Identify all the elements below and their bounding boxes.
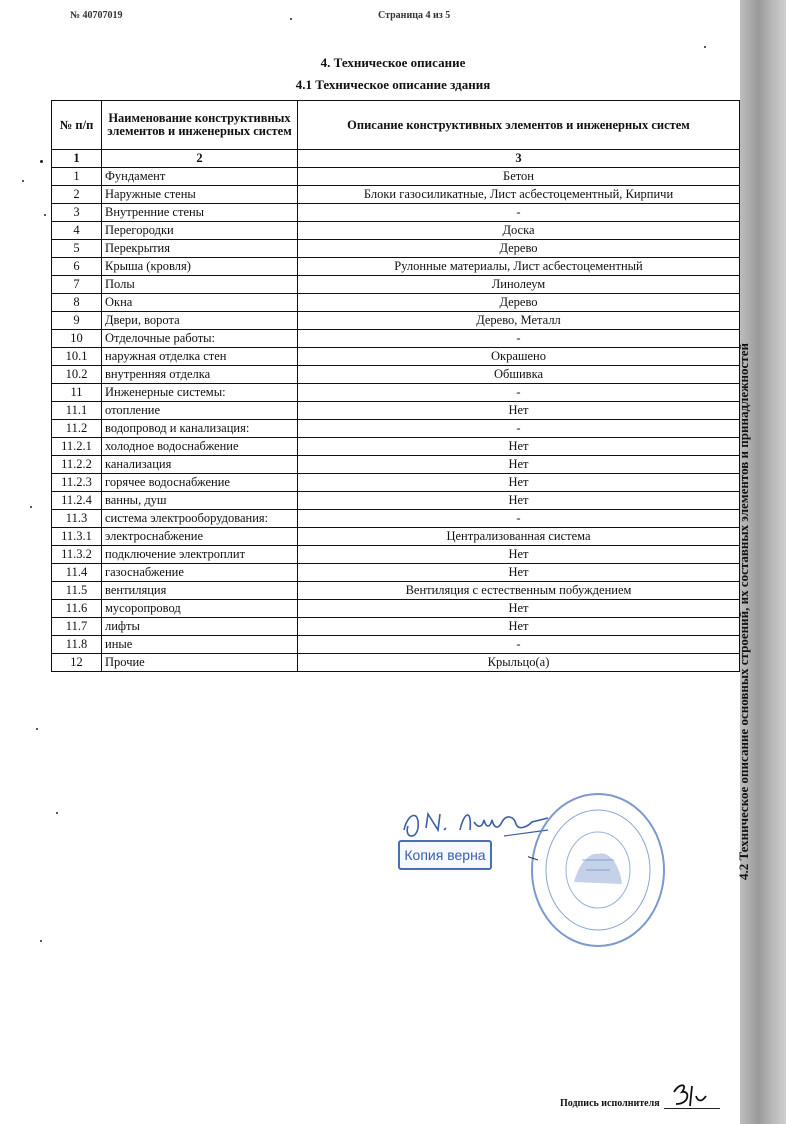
row-description: Окрашено	[298, 348, 740, 366]
row-description: -	[298, 420, 740, 438]
row-element-name: Отделочные работы:	[102, 330, 298, 348]
column-number: 3	[298, 150, 740, 168]
header-description: Описание конструктивных элементов и инженерных систем	[298, 101, 740, 150]
executor-signature	[668, 1078, 718, 1112]
row-description: -	[298, 330, 740, 348]
subsection-title: 4.1 Техническое описание здания	[295, 77, 491, 92]
table-row	[52, 492, 740, 510]
row-number: 2	[52, 186, 102, 204]
row-number: 10.1	[52, 348, 102, 366]
table-row	[52, 528, 740, 546]
row-number: 4	[52, 222, 102, 240]
row-description: -	[298, 204, 740, 222]
row-description: Обшивка	[298, 366, 740, 384]
table-row	[52, 384, 740, 402]
row-element-name: холодное водоснабжение	[102, 438, 298, 456]
signature-label: Подпись исполнителя	[560, 1098, 660, 1109]
row-description: Централизованная система	[298, 528, 740, 546]
row-number: 11.3	[52, 510, 102, 528]
row-description: Нет	[298, 402, 740, 420]
row-number: 11.4	[52, 564, 102, 582]
row-element-name: водопровод и канализация:	[102, 420, 298, 438]
row-description: Доска	[298, 222, 740, 240]
scan-speck	[36, 728, 38, 730]
row-description: -	[298, 636, 740, 654]
row-element-name: Перекрытия	[102, 240, 298, 258]
row-number: 1	[52, 168, 102, 186]
table-row	[52, 330, 740, 348]
row-element-name: канализация	[102, 456, 298, 474]
row-element-name: Фундамент	[102, 168, 298, 186]
row-description: -	[298, 510, 740, 528]
table-row	[52, 456, 740, 474]
row-description: Нет	[298, 546, 740, 564]
table-row	[52, 366, 740, 384]
table-row	[52, 258, 740, 276]
row-number: 11.2	[52, 420, 102, 438]
row-element-name: лифты	[102, 618, 298, 636]
round-seal-stamp	[528, 790, 668, 950]
row-description: Блоки газосиликатные, Лист асбестоцементный, Кирпичи	[298, 186, 740, 204]
row-number: 11.8	[52, 636, 102, 654]
table-row	[52, 348, 740, 366]
row-description: Нет	[298, 492, 740, 510]
scan-speck	[40, 940, 42, 942]
row-element-name: система электрооборудования:	[102, 510, 298, 528]
row-number: 6	[52, 258, 102, 276]
scan-speck	[44, 214, 46, 216]
side-section-heading: 4.2 Техническое описание основных строений, их составных элементов и принадлежностей	[736, 343, 751, 880]
column-number-row	[52, 150, 740, 168]
table-row	[52, 276, 740, 294]
row-number: 11.2.1	[52, 438, 102, 456]
scan-speck	[290, 18, 292, 20]
row-element-name: Перегородки	[102, 222, 298, 240]
row-number: 7	[52, 276, 102, 294]
scan-speck	[22, 180, 24, 182]
row-description: -	[298, 384, 740, 402]
table-row	[52, 240, 740, 258]
table-row	[52, 294, 740, 312]
table-header-row	[52, 101, 740, 150]
table-row	[52, 546, 740, 564]
row-number: 5	[52, 240, 102, 258]
table-row	[52, 600, 740, 618]
table-row	[52, 168, 740, 186]
row-description: Нет	[298, 456, 740, 474]
doc-number: № 40707019	[70, 10, 123, 21]
row-description: Вентиляция с естественным побуждением	[298, 582, 740, 600]
table-row	[52, 438, 740, 456]
row-element-name: отопление	[102, 402, 298, 420]
row-element-name: иные	[102, 636, 298, 654]
table-row	[52, 402, 740, 420]
table-row	[52, 474, 740, 492]
row-element-name: Полы	[102, 276, 298, 294]
row-description: Дерево, Металл	[298, 312, 740, 330]
row-element-name: газоснабжение	[102, 564, 298, 582]
row-element-name: горячее водоснабжение	[102, 474, 298, 492]
row-element-name: Окна	[102, 294, 298, 312]
row-element-name: мусоропровод	[102, 600, 298, 618]
row-description: Дерево	[298, 240, 740, 258]
table-row	[52, 420, 740, 438]
row-element-name: Прочие	[102, 654, 298, 672]
row-description: Линолеум	[298, 276, 740, 294]
copy-certified-stamp: Копия верна	[398, 840, 492, 870]
row-description: Бетон	[298, 168, 740, 186]
table-row	[52, 636, 740, 654]
table-row	[52, 312, 740, 330]
row-element-name: внутренняя отделка	[102, 366, 298, 384]
scan-speck	[56, 812, 58, 814]
row-number: 11.3.1	[52, 528, 102, 546]
row-element-name: Крыша (кровля)	[102, 258, 298, 276]
scan-speck	[40, 160, 43, 163]
page-label: Страница 4 из 5	[378, 10, 451, 21]
table-row	[52, 618, 740, 636]
row-number: 12	[52, 654, 102, 672]
row-description: Нет	[298, 564, 740, 582]
row-description: Крыльцо(а)	[298, 654, 740, 672]
row-number: 11.3.2	[52, 546, 102, 564]
technical-description-table	[51, 100, 740, 672]
row-number: 3	[52, 204, 102, 222]
row-number: 11.2.3	[52, 474, 102, 492]
table-row	[52, 222, 740, 240]
row-number: 11.2.2	[52, 456, 102, 474]
row-number: 9	[52, 312, 102, 330]
header-number: № п/п	[52, 101, 102, 150]
row-number: 10	[52, 330, 102, 348]
row-number: 8	[52, 294, 102, 312]
table-row	[52, 564, 740, 582]
row-element-name: вентиляция	[102, 582, 298, 600]
row-description: Рулонные материалы, Лист асбестоцементный	[298, 258, 740, 276]
row-number: 10.2	[52, 366, 102, 384]
row-element-name: Внутренние стены	[102, 204, 298, 222]
row-description: Нет	[298, 618, 740, 636]
row-number: 11.1	[52, 402, 102, 420]
scan-speck	[30, 506, 32, 508]
row-element-name: подключение электроплит	[102, 546, 298, 564]
column-number: 2	[102, 150, 298, 168]
row-description: Нет	[298, 600, 740, 618]
row-element-name: Двери, ворота	[102, 312, 298, 330]
section-title: 4. Техническое описание	[320, 55, 466, 70]
table-row	[52, 582, 740, 600]
table-row	[52, 510, 740, 528]
row-description: Нет	[298, 474, 740, 492]
column-number: 1	[52, 150, 102, 168]
row-element-name: электроснабжение	[102, 528, 298, 546]
table-row	[52, 204, 740, 222]
row-number: 11.5	[52, 582, 102, 600]
scan-speck	[704, 46, 706, 48]
row-number: 11	[52, 384, 102, 402]
row-number: 11.7	[52, 618, 102, 636]
row-number: 11.6	[52, 600, 102, 618]
row-number: 11.2.4	[52, 492, 102, 510]
row-element-name: ванны, душ	[102, 492, 298, 510]
row-element-name: наружная отделка стен	[102, 348, 298, 366]
row-element-name: Наружные стены	[102, 186, 298, 204]
header-element-name: Наименование конструктивных элементов и инженерных систем	[102, 101, 298, 150]
row-element-name: Инженерные системы:	[102, 384, 298, 402]
row-description: Нет	[298, 438, 740, 456]
table-row	[52, 186, 740, 204]
row-description: Дерево	[298, 294, 740, 312]
table-row	[52, 654, 740, 672]
